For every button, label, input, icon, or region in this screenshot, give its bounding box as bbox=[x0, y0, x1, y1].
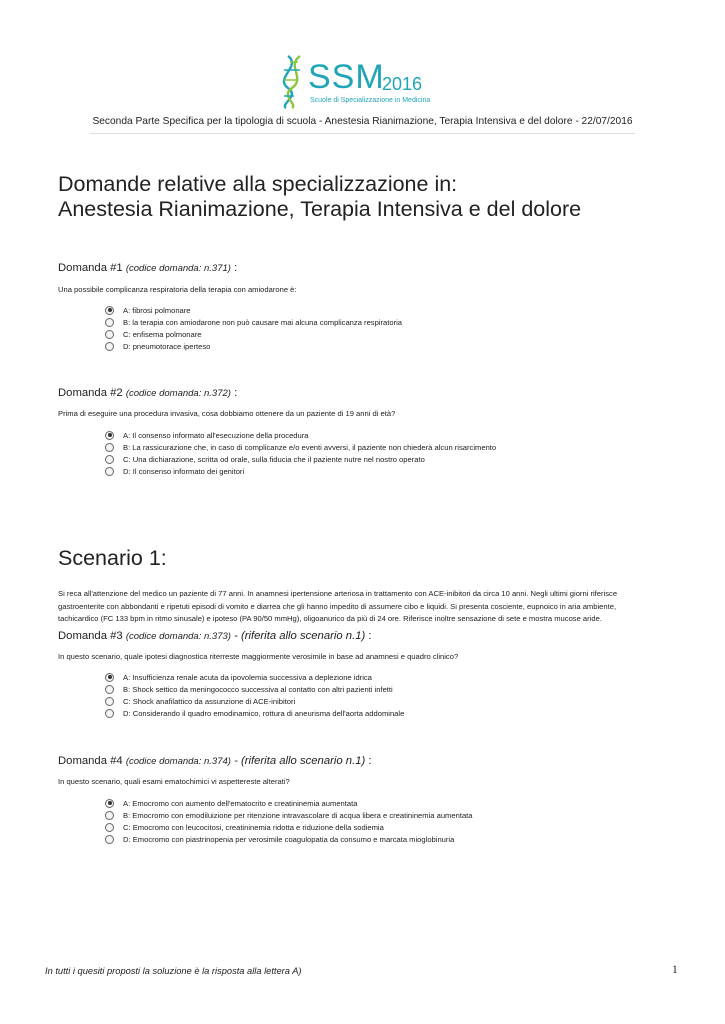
question-2-options bbox=[105, 429, 496, 477]
question-label: Domanda #1 bbox=[58, 262, 123, 274]
page-title-line1: Domande relative alla specializzazione in: bbox=[58, 172, 458, 196]
answer-option-label: D: pneumotorace iperteso bbox=[123, 341, 211, 351]
radio-checked-icon[interactable] bbox=[105, 306, 114, 315]
question-scenario-ref: - (riferita allo scenario n.1) bbox=[234, 630, 366, 642]
answer-option-label: D: Emocromo con piastrinopenia per verosimile coagulopatia da consumo e marcata mioglobinuria bbox=[123, 834, 455, 844]
radio-checked-icon[interactable] bbox=[105, 799, 114, 808]
radio-unchecked-icon[interactable] bbox=[105, 318, 114, 327]
radio-unchecked-icon[interactable] bbox=[105, 835, 114, 844]
answer-option[interactable] bbox=[105, 453, 496, 465]
answer-option[interactable] bbox=[105, 340, 402, 352]
page-title bbox=[58, 172, 581, 222]
answer-option-label: A: fibrosi polmonare bbox=[123, 305, 191, 315]
question-4-options bbox=[105, 797, 473, 845]
answer-option[interactable] bbox=[105, 833, 473, 845]
answer-option-label: C: Emocromo con leucocitosi, creatininemia ridotta e riduzione della sodiemia bbox=[123, 822, 384, 832]
radio-unchecked-icon[interactable] bbox=[105, 823, 114, 832]
header-subtitle: Seconda Parte Specifica per la tipologia di scuola - Anestesia Rianimazione, Terapia Intensiva e del dolore - 22/07/2016 bbox=[92, 116, 633, 127]
radio-unchecked-icon[interactable] bbox=[105, 697, 114, 706]
answer-option[interactable] bbox=[105, 328, 402, 340]
scenario-line: gastroenterite con abbondanti e ripetuti episodi di vomito e diarrea che gli hanno impedito di assumere cibo e liquidi. Si presenta cosciente, eupnoico in aria ambiente, bbox=[58, 601, 617, 611]
question-1-options bbox=[105, 304, 402, 352]
question-colon: : bbox=[234, 387, 238, 399]
radio-unchecked-icon[interactable] bbox=[105, 443, 114, 452]
answer-option-label: C: enfisema polmonare bbox=[123, 329, 202, 339]
radio-unchecked-icon[interactable] bbox=[105, 330, 114, 339]
answer-option[interactable] bbox=[105, 821, 473, 833]
answer-option[interactable] bbox=[105, 441, 496, 453]
scenario-text bbox=[58, 588, 678, 626]
page-title-line2: Anestesia Rianimazione, Terapia Intensiva e del dolore bbox=[58, 197, 582, 221]
answer-option-label: B: Shock settico da meningococco successiva al contatto con altri pazienti infetti bbox=[123, 684, 393, 694]
logo-tagline: Scuole di Specializzazione in Medicina bbox=[310, 97, 431, 104]
dna-helix-icon bbox=[284, 56, 300, 108]
radio-checked-icon[interactable] bbox=[105, 673, 114, 682]
question-3-header bbox=[58, 630, 372, 642]
answer-option[interactable] bbox=[105, 695, 404, 707]
question-label: Domanda #2 bbox=[58, 387, 123, 399]
answer-option-label: B: la terapia con amiodarone non può causare mai alcuna complicanza respiratoria bbox=[123, 317, 403, 327]
radio-unchecked-icon[interactable] bbox=[105, 685, 114, 694]
question-3-text: In questo scenario, quale ipotesi diagnostica riterreste maggiormente verosimile in base ad anamnesi e quadro clinico? bbox=[58, 652, 459, 661]
question-label: Domanda #3 bbox=[58, 630, 123, 642]
answer-option[interactable] bbox=[105, 671, 404, 683]
question-colon: : bbox=[368, 755, 372, 767]
answer-option-label: C: Shock anafilattico da assunzione di ACE-inibitori bbox=[123, 696, 296, 706]
answer-option-label: C: Una dichiarazione, scritta od orale, sulla fiducia che il paziente nutre nel nostro operato bbox=[123, 454, 425, 464]
answer-option[interactable] bbox=[105, 797, 473, 809]
radio-unchecked-icon[interactable] bbox=[105, 455, 114, 464]
logo-brand: SSM bbox=[308, 58, 385, 96]
scenario-title: Scenario 1: bbox=[58, 546, 167, 570]
question-2-header bbox=[58, 387, 237, 399]
answer-option[interactable] bbox=[105, 429, 496, 441]
question-4-header bbox=[58, 755, 372, 767]
answer-option[interactable] bbox=[105, 707, 404, 719]
question-1-text: Una possibile complicanza respiratoria della terapia con amiodarone è: bbox=[58, 285, 297, 294]
answer-option-label: D: Il consenso informato dei genitori bbox=[123, 466, 245, 476]
radio-unchecked-icon[interactable] bbox=[105, 709, 114, 718]
question-1-header bbox=[58, 262, 237, 274]
answer-option[interactable] bbox=[105, 316, 402, 328]
question-scenario-ref: - (riferita allo scenario n.1) bbox=[234, 755, 366, 767]
answer-option[interactable] bbox=[105, 683, 404, 695]
scenario-line: tachicardico (FC 133 bpm in ritmo sinusale) e ipoteso (PA 90/50 mmHg), oligoanurico da più di 24 ore. Riferisce inoltre sensazione di sete e mostra mucose aride. bbox=[58, 614, 602, 623]
question-code: (codice domanda: n.374) bbox=[125, 756, 231, 767]
answer-option-label: A: Emocromo con aumento dell'ematocrito e creatininemia aumentata bbox=[123, 798, 358, 808]
radio-unchecked-icon[interactable] bbox=[105, 342, 114, 351]
footer-note: In tutti i quesiti proposti la soluzione è la risposta alla lettera A) bbox=[45, 966, 302, 976]
question-4-text: In questo scenario, quali esami ematochimici vi aspettereste alterati? bbox=[58, 777, 290, 786]
scenario-line: Si reca all'attenzione del medico un paziente di 77 anni. In anamnesi ipertensione arteriosa in trattamento con ACE-inibitori da circa 10 anni. Negli ultimi giorni riferisce bbox=[58, 589, 618, 598]
question-2-text: Prima di eseguire una procedura invasiva, cosa dobbiamo ottenere da un paziente di 19 anni di età? bbox=[58, 409, 396, 418]
answer-option[interactable] bbox=[105, 304, 402, 316]
answer-option-label: B: Emocromo con emodiluizione per ritenzione intravascolare di acqua libera e creatininemia aumentata bbox=[123, 810, 473, 820]
question-colon: : bbox=[234, 262, 238, 274]
question-3-options bbox=[105, 671, 404, 719]
question-code: (codice domanda: n.371) bbox=[125, 263, 231, 274]
answer-option-label: A: Insufficienza renale acuta da ipovolemia successiva a deplezione idrica bbox=[123, 672, 372, 682]
page-number: 1 bbox=[672, 964, 678, 976]
ssm-logo bbox=[270, 52, 460, 110]
answer-option-label: D: Considerando il quadro emodinamico, rottura di aneurisma dell'aorta addominale bbox=[123, 708, 405, 718]
answer-option[interactable] bbox=[105, 809, 473, 821]
question-label: Domanda #4 bbox=[58, 755, 123, 767]
answer-option-label: B: La rassicurazione che, in caso di complicanze e/o eventi avversi, il paziente non chiederà alcun risarcimento bbox=[123, 442, 497, 452]
radio-checked-icon[interactable] bbox=[105, 431, 114, 440]
answer-option-label: A: Il consenso informato all'esecuzione della procedura bbox=[123, 430, 309, 440]
question-colon: : bbox=[368, 630, 372, 642]
logo-year: 2016 bbox=[382, 74, 423, 94]
question-code: (codice domanda: n.372) bbox=[125, 388, 231, 399]
header-divider bbox=[90, 133, 635, 134]
radio-unchecked-icon[interactable] bbox=[105, 811, 114, 820]
question-code: (codice domanda: n.373) bbox=[125, 631, 231, 642]
answer-option[interactable] bbox=[105, 465, 496, 477]
radio-unchecked-icon[interactable] bbox=[105, 467, 114, 476]
